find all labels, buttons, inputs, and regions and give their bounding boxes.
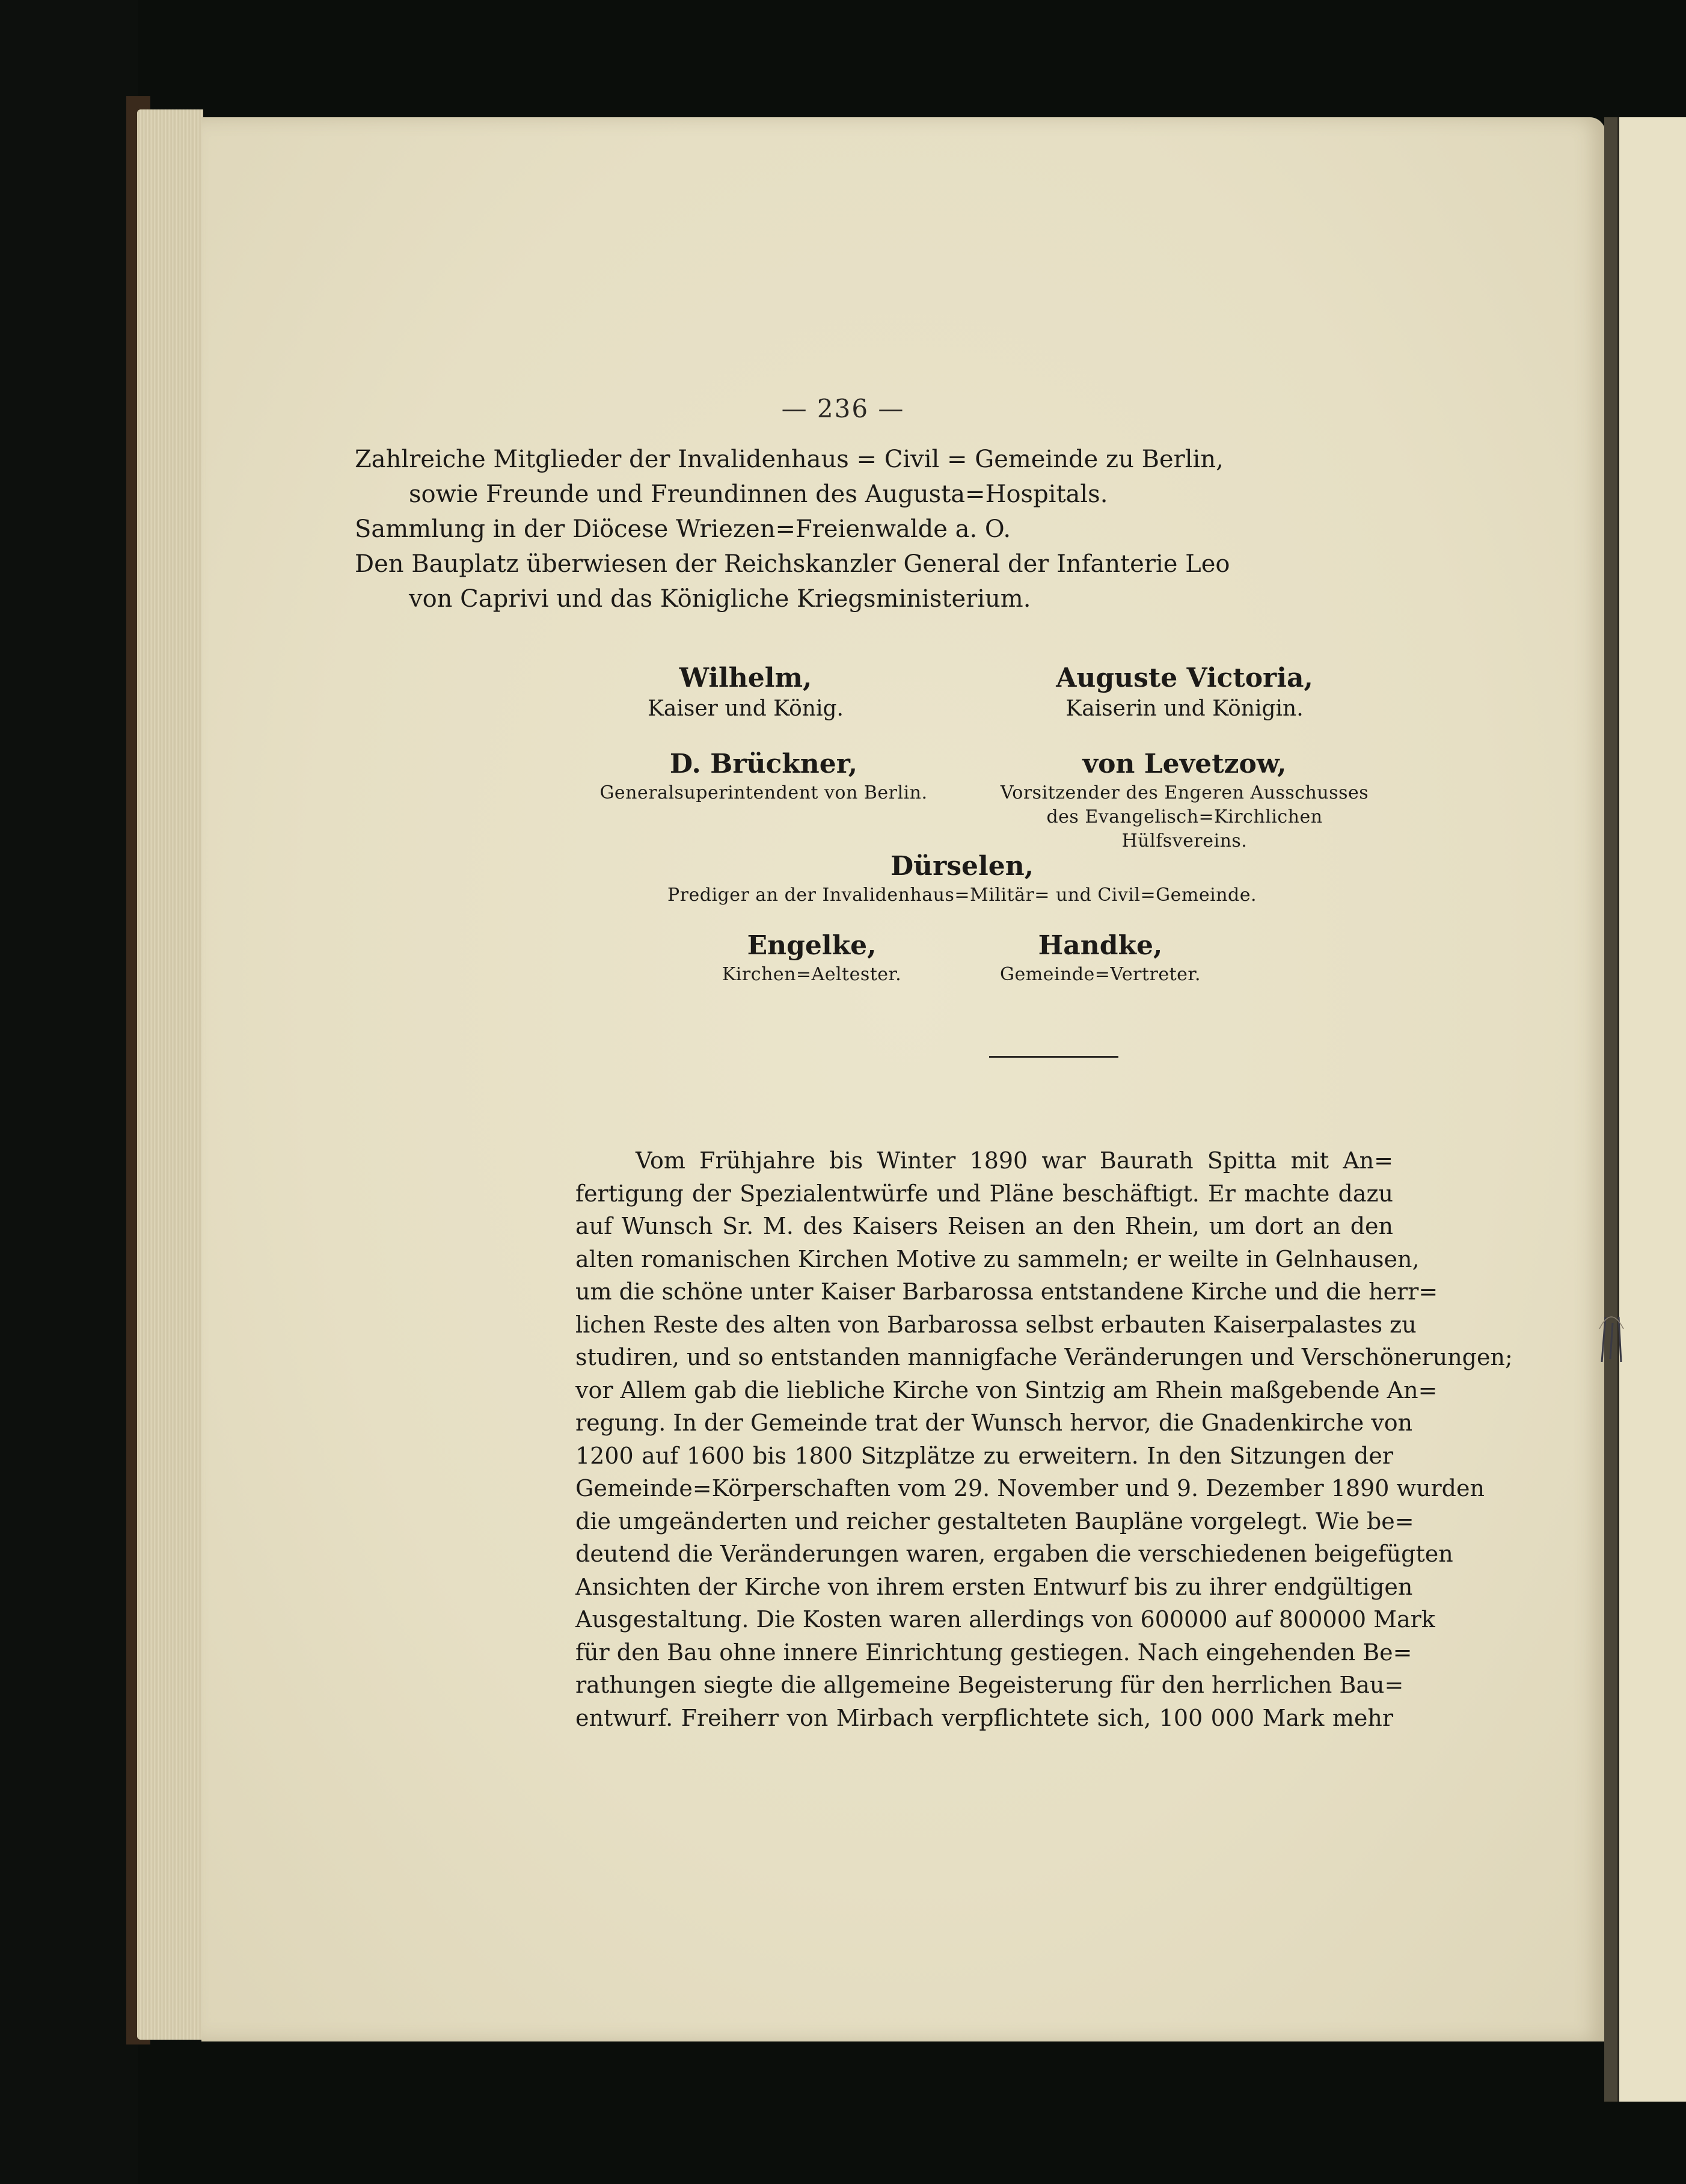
signature-auguste-victoria (1016, 661, 1353, 723)
signature-title: Prediger an der Invalidenhaus=Militär= und Civil=Gemeinde. (667, 885, 1257, 906)
signature-engelke (710, 929, 914, 987)
donor-line: Zahlreiche Mitglieder der Invalidenhaus = Civil = Gemeinde zu Berlin, (355, 446, 1224, 473)
page-number: — 236 — (781, 394, 905, 423)
body-paragraph (575, 1144, 1513, 1734)
body-line: vor Allem gab die liebliche Kirche von Sintzig am Rhein maßgebende An= (575, 1376, 1438, 1403)
signature-levetzow (986, 747, 1383, 853)
body-line: auf Wunsch Sr. M. des Kaisers Reisen an den Rhein, um dort an den (575, 1213, 1393, 1239)
donor-line: sowie Freunde und Freundinnen des Augusta=Hospitals. (409, 480, 1108, 508)
signature-title: Kaiser und König. (648, 696, 844, 721)
signature-name: Dürselen, (890, 851, 1034, 882)
body-line: deutend die Veränderungen waren, ergaben die verschiedenen beigefügten (575, 1541, 1453, 1567)
donor-list (355, 442, 1377, 616)
signature-name: Auguste Victoria, (1056, 663, 1313, 693)
body-line: studiren, und so entstanden mannigfache Veränderungen und Verschönerungen; (575, 1344, 1513, 1370)
signature-title-line1: Vorsitzender des Engeren Ausschusses (1000, 782, 1369, 803)
body-line: Ausgestaltung. Die Kosten waren allerdings von 600000 auf 800000 Mark (575, 1606, 1435, 1633)
signature-duerselen (661, 850, 1263, 907)
signature-name: von Levetzow, (1082, 749, 1287, 779)
signature-wilhelm (613, 661, 878, 723)
body-line: rathungen siegte die allgemeine Begeisterung für den herrlichen Bau= (575, 1672, 1404, 1698)
signature-title: Gemeinde=Vertreter. (1000, 964, 1201, 985)
body-line: um die schöne unter Kaiser Barbarossa entstandene Kirche und die herr= (575, 1278, 1438, 1305)
body-line: Ansichten der Kirche von ihrem ersten Entwurf bis zu ihrer endgültigen (575, 1573, 1413, 1600)
body-line: Vom Frühjahre bis Winter 1890 war Baurath Spitta mit An= (636, 1147, 1393, 1174)
body-line: Gemeinde=Körperschaften vom 29. November und 9. Dezember 1890 wurden (575, 1475, 1485, 1502)
donor-line: Den Bauplatz überwiesen der Reichskanzler General der Infanterie Leo (355, 550, 1230, 578)
body-line: entwurf. Freiherr von Mirbach verpflichtete sich, 100 000 Mark mehr (575, 1704, 1393, 1731)
body-line: für den Bau ohne innere Einrichtung gestiegen. Nach eingehenden Be= (575, 1639, 1412, 1666)
signature-name: Handke, (1038, 930, 1163, 961)
signature-title-line2: des Evangelisch=Kirchlichen Hülfsvereins. (1046, 806, 1323, 851)
signature-handke (992, 929, 1209, 987)
signature-title: Kirchen=Aeltester. (722, 964, 902, 985)
body-line: die umgeänderten und reicher gestalteten Baupläne vorgelegt. Wie be= (575, 1508, 1414, 1535)
body-line: fertigung der Spezialentwürfe und Pläne beschäftigt. Er machte dazu (575, 1180, 1393, 1207)
donor-line: von Caprivi und das Königliche Kriegsministerium. (409, 585, 1031, 613)
body-line: 1200 auf 1600 bis 1800 Sitzplätze zu erweitern. In den Sitzungen der (575, 1442, 1393, 1469)
signature-name: Engelke, (747, 930, 877, 961)
signature-name: D. Brückner, (669, 749, 858, 779)
signature-brueckner (577, 747, 950, 805)
signature-title: Kaiserin und Königin. (1065, 696, 1304, 721)
signature-name: Wilhelm, (679, 663, 812, 693)
body-line: regung. In der Gemeinde trat der Wunsch hervor, die Gnadenkirche von (575, 1409, 1413, 1436)
body-line: lichen Reste des alten von Barbarossa selbst erbauten Kaiserpalastes zu (575, 1311, 1417, 1338)
donor-line: Sammlung in der Diöcese Wriezen=Freienwalde a. O. (355, 515, 1011, 543)
signature-title: Generalsuperintendent von Berlin. (599, 782, 928, 803)
section-divider (989, 1056, 1118, 1058)
body-line: alten romanischen Kirchen Motive zu sammeln; er weilte in Gelnhausen, (575, 1245, 1420, 1272)
